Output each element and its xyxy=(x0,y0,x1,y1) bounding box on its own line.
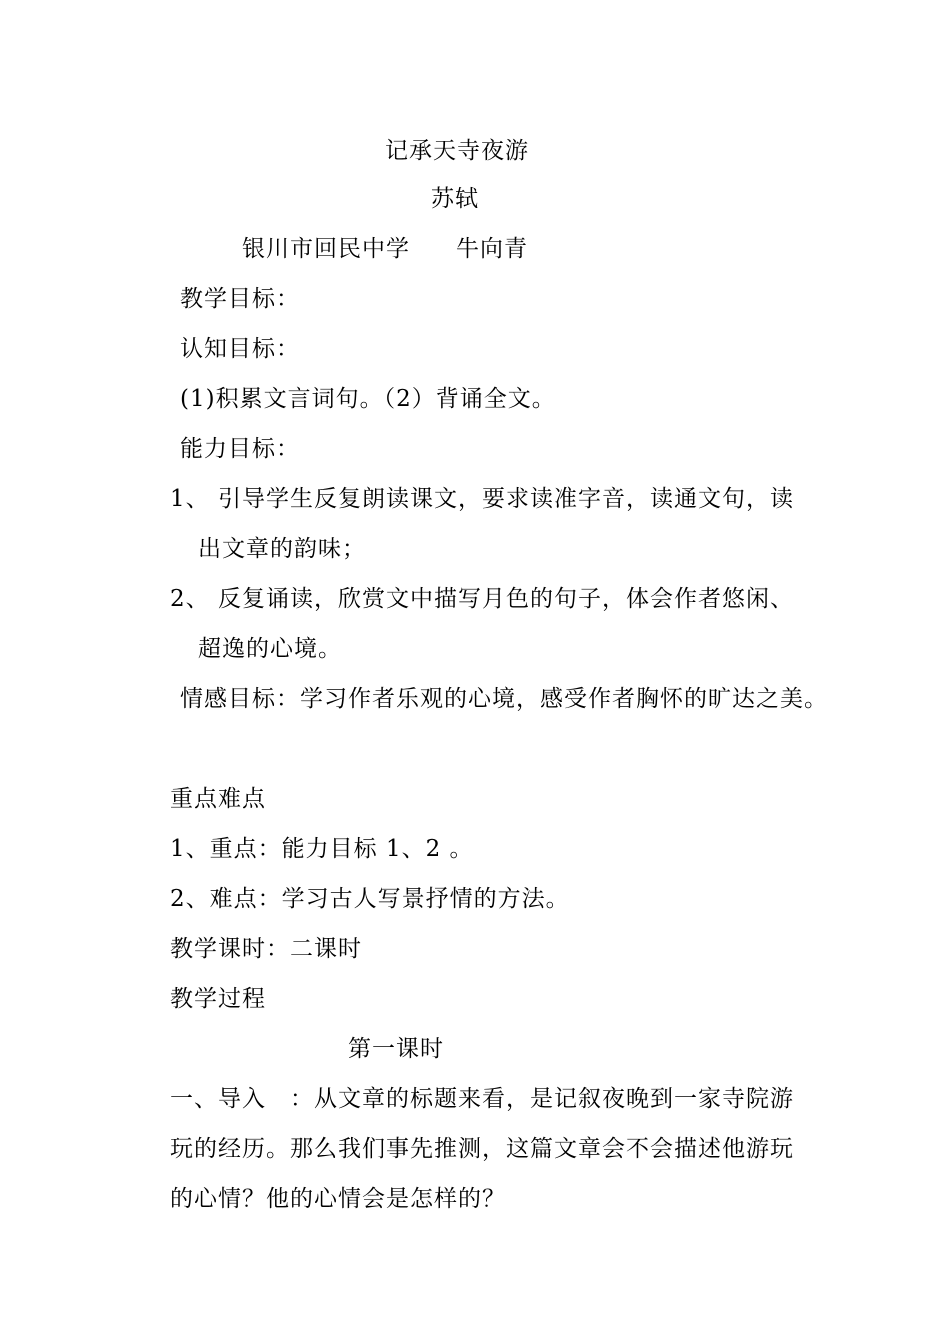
author-name: 苏轼 xyxy=(431,186,479,212)
heading-teaching-goals: 教学目标： xyxy=(180,286,300,312)
ability-goal-2-line-1: 2、 反复诵读，欣赏文中描写月色的句子，体会作者悠闲、 xyxy=(170,586,794,612)
heading-teaching-process: 教学过程 xyxy=(170,986,266,1012)
heading-cognitive-goals: 认知目标： xyxy=(180,336,300,362)
school-name: 银川市回民中学 xyxy=(242,236,410,262)
document-title: 记承天寺夜游 xyxy=(385,138,529,164)
ability-goal-2-line-2: 超逸的心境。 xyxy=(198,636,342,662)
emotional-goals-text: 情感目标：学习作者乐观的心境，感受作者胸怀的旷达之美。 xyxy=(180,686,828,712)
ability-goal-1-line-1: 1、 引导学生反复朗读课文，要求读准字音，读通文句，读 xyxy=(170,486,794,512)
intro-line-2: 玩的经历。那么我们事先推测，这篇文章会不会描述他游玩 xyxy=(170,1136,794,1162)
heading-key-points: 重点难点 xyxy=(170,786,266,812)
heading-ability-goals: 能力目标： xyxy=(180,436,300,462)
ability-goal-1-line-2: 出文章的韵味； xyxy=(198,536,366,562)
key-point-2: 2、难点：学习古人写景抒情的方法。 xyxy=(170,886,570,912)
cognitive-goals-text: (1)积累文言词句。（2）背诵全文。 xyxy=(180,386,556,412)
teaching-periods: 教学课时：二课时 xyxy=(170,936,362,962)
key-point-1: 1、重点：能力目标 1、2 。 xyxy=(170,836,474,862)
teacher-name: 牛向青 xyxy=(456,236,528,262)
intro-line-1: 一、导入 ：从文章的标题来看，是记叙夜晚到一家寺院游 xyxy=(170,1086,794,1112)
intro-line-3: 的心情？他的心情会是怎样的？ xyxy=(170,1186,506,1212)
first-period-heading: 第一课时 xyxy=(348,1036,444,1062)
